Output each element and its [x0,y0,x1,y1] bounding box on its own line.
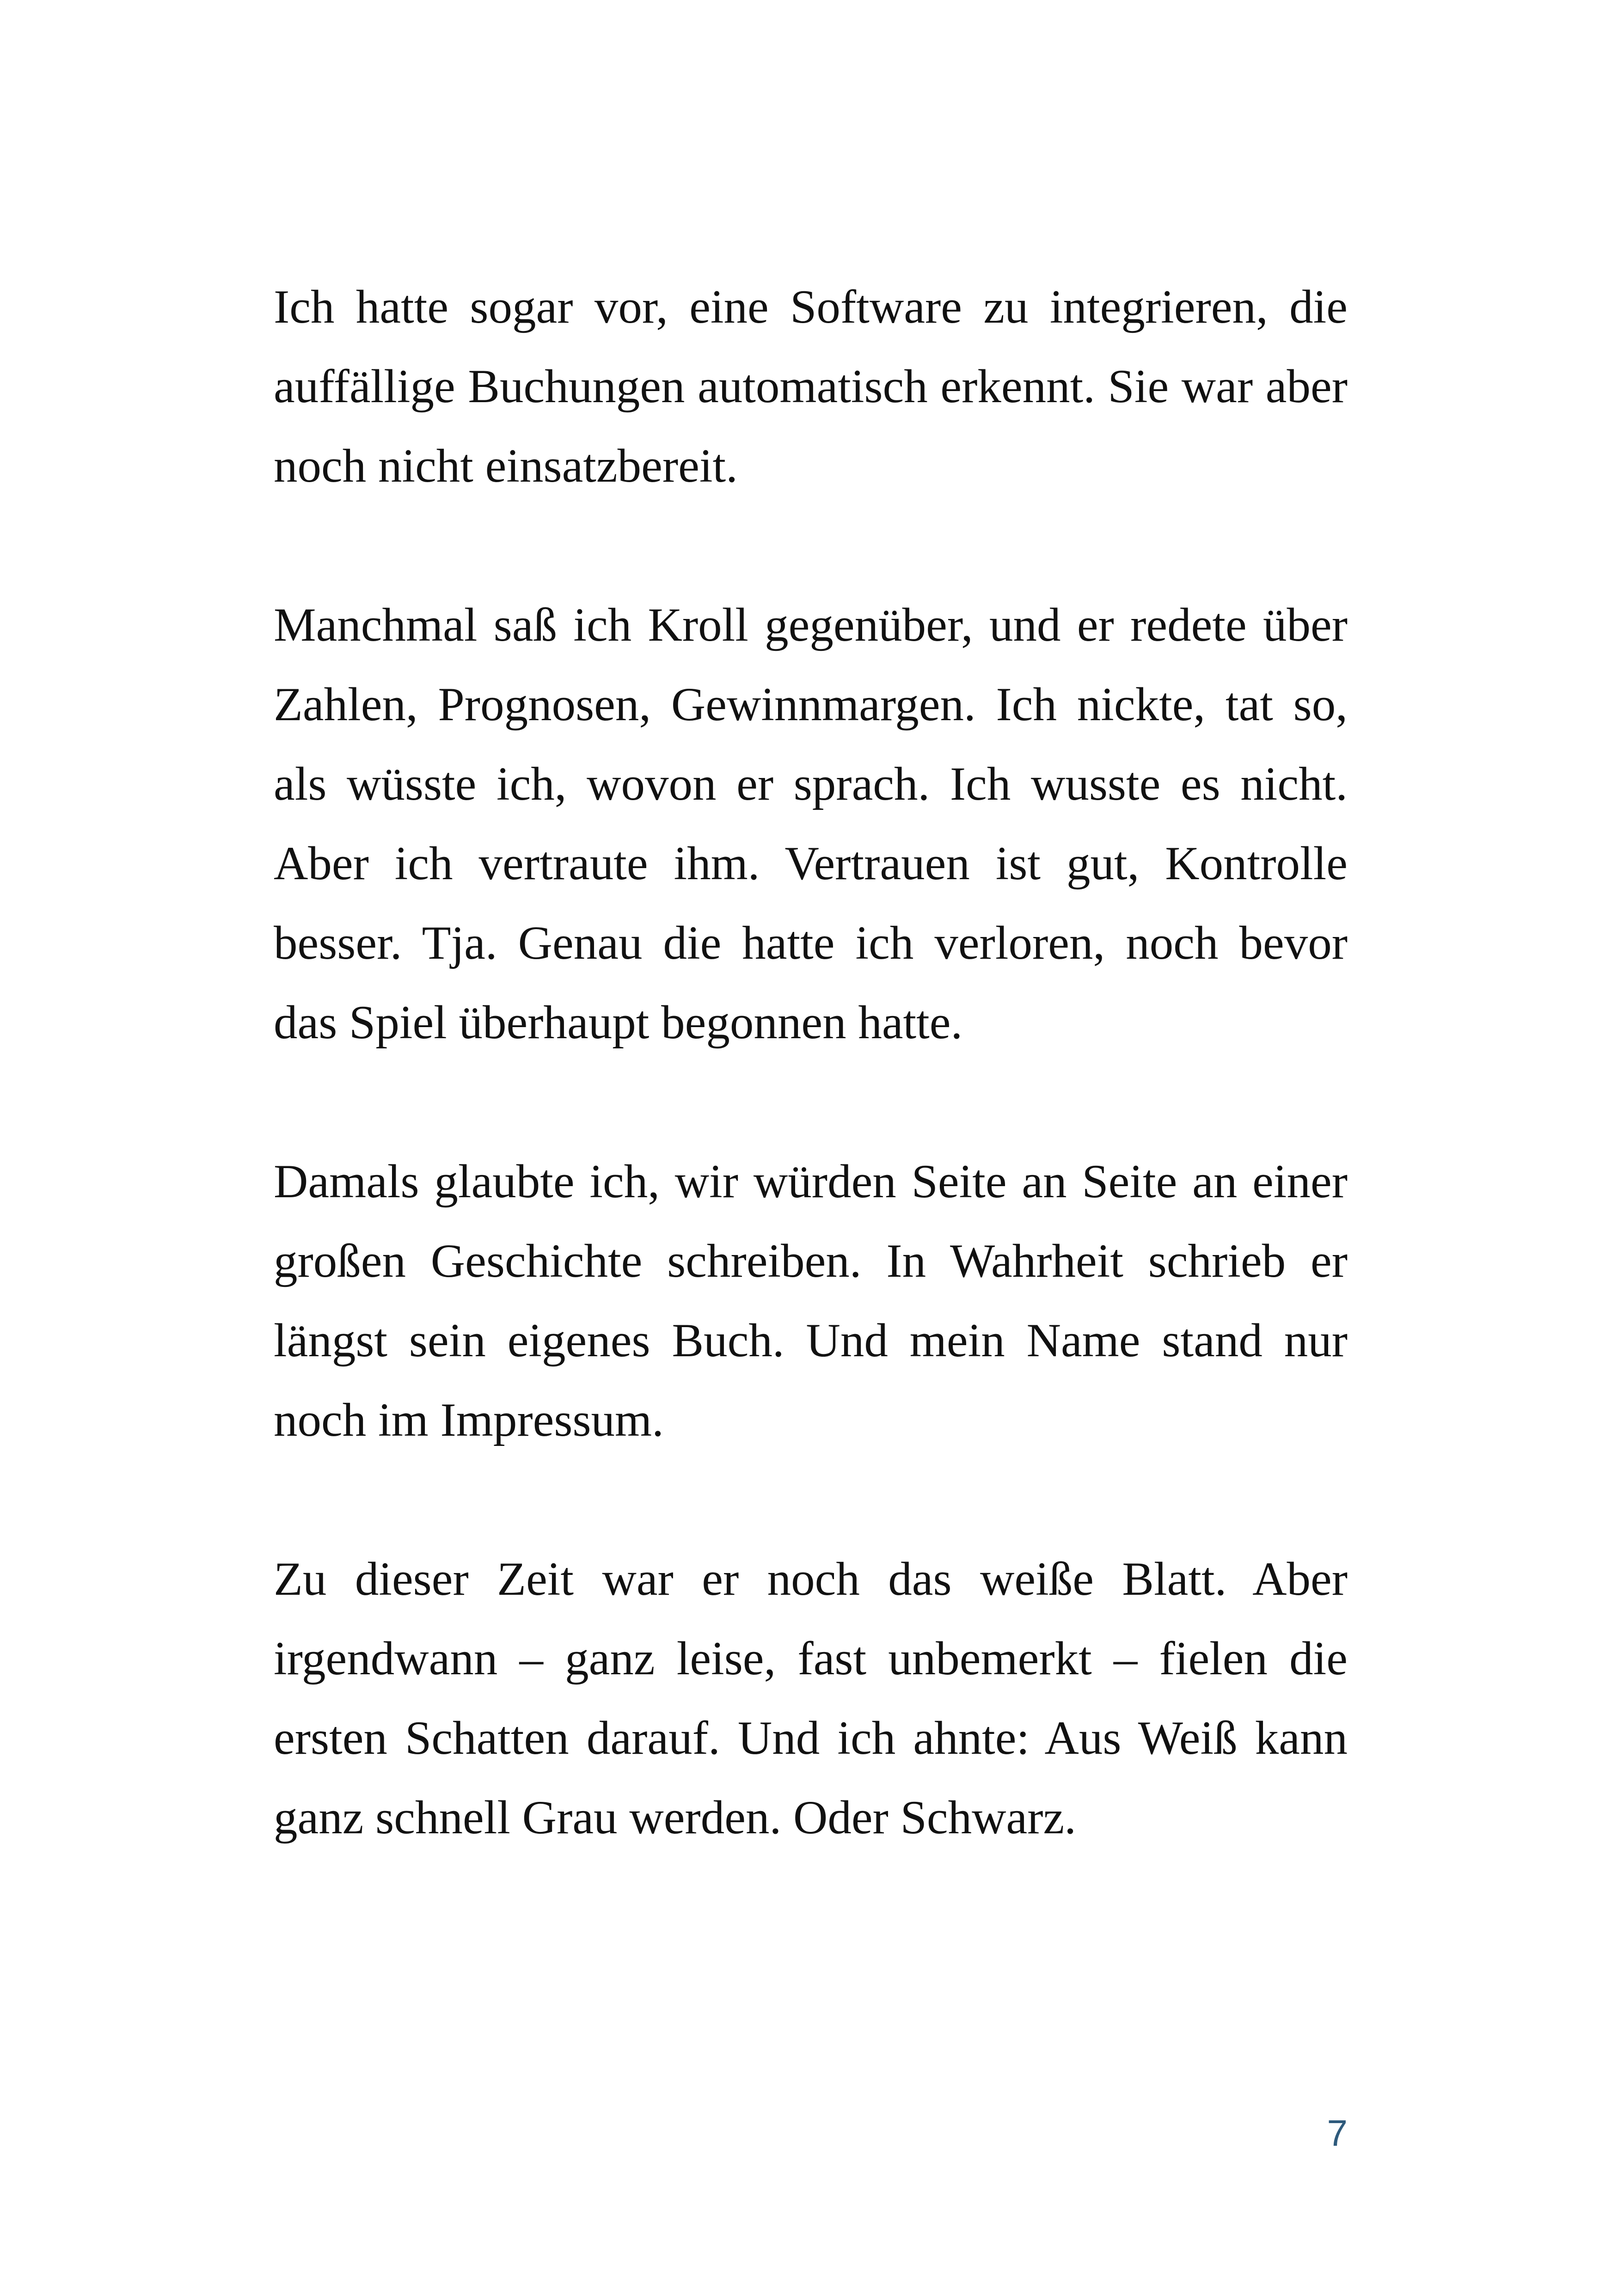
paragraph-3: Damals glaubte ich, wir würden Seite an Seite an einer großen Geschichte schreiben. In Wahrheit schrieb er längst sein eigenes Buch. Und mein Name stand nur noch im Impressum. [274,1155,1348,1446]
body-text [274,267,1348,1857]
paragraph-4: Zu dieser Zeit war er noch das weiße Blatt. Aber irgendwann – ganz leise, fast unbemerkt – fielen die ersten Schatten darauf. Und ich ahnte: Aus Weiß kann ganz schnell Grau werden. Oder Schwarz. [274,1553,1348,1844]
paragraph-2: Manchmal saß ich Kroll gegenüber, und er redete über Zahlen, Prognosen, Gewinnmargen. Ich nickte, tat so, als wüsste ich, wovon er sprach. Ich wusste es nicht. Aber ich vertraute ihm. Vertrauen ist gut, Kontrolle besser. Tja. Genau die hatte ich verloren, noch bevor das Spiel überhaupt begonnen hatte. [274,599,1348,1049]
page-number: 7 [1327,2112,1348,2154]
paragraph-1: Ich hatte sogar vor, eine Software zu integrieren, die auffällige Buchungen automatisch erkennt. Sie war aber noch nicht einsatzbereit. [274,281,1348,492]
